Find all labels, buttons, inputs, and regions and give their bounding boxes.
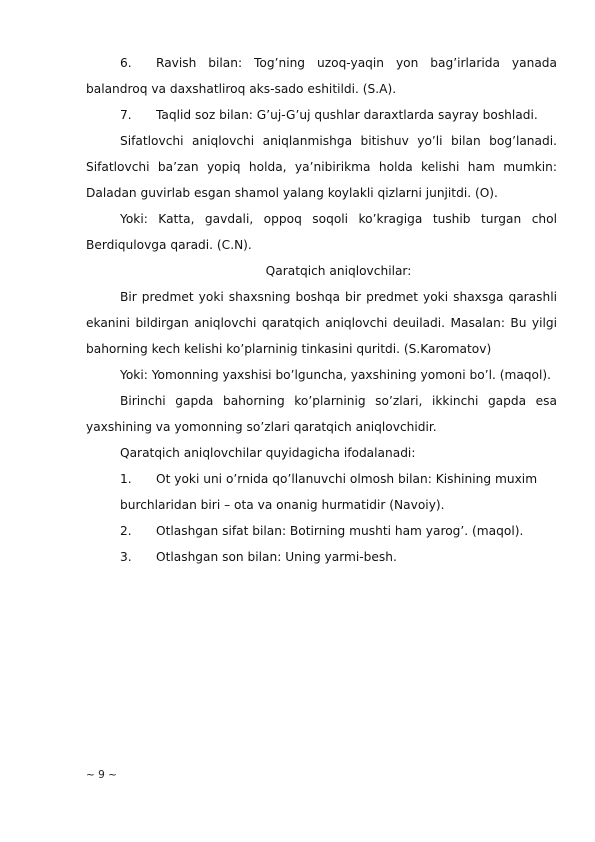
- section-heading: Qaratqich aniqlovchilar:: [265, 264, 412, 278]
- page-number: ~ 9 ~: [86, 769, 117, 781]
- item-7-number: 7.: [120, 108, 132, 122]
- list-item-1-continuation: burchlaridan biri – ota va onanig hurmatidir (Navoiy).: [120, 498, 445, 512]
- item-7-text: Taqlid soz bilan: G’uj-G’uj qushlar daraxtlarda sayray boshladi.: [156, 108, 538, 122]
- paragraph-ifoda: Qaratqich aniqlovchilar quyidagicha ifodalanadi:: [120, 446, 416, 460]
- paragraph-sifatlovchi: Sifatlovchi aniqlovchi aniqlanmishga bitishuv yo’li bilan bog’lanadi. Sifatlovchi ba’zan yopiq holda, ya’nibirikma holda kelishi ham mumkin: Daladan guvirlab esgan shamol yalang koylakli qizlarni junjitdi. (O).: [86, 134, 557, 200]
- list-item-2-text: Otlashgan sifat bilan: Botirning mushti ham yarog’. (maqol).: [156, 524, 524, 538]
- item-6: [86, 50, 557, 102]
- item-6-text: Ravish bilan: Tog’ning uzoq-yaqin yon bag’irlarida yanada balandroq va daxshatliroq aks-sado eshitildi. (S.A).: [86, 56, 557, 96]
- list-item-1-number: 1.: [120, 472, 132, 486]
- paragraph-birinchi: Birinchi gapda bahorning ko’plarninig so’zlari, ikkinchi gapda esa yaxshining va yomonning so’zlari qaratqich aniqlovchidir.: [86, 394, 557, 434]
- paragraph-bir-predmet: Bir predmet yoki shaxsning boshqa bir predmet yoki shaxsga qarashli ekanini bildirgan aniqlovchi qaratqich aniqlovchi deuiladi. Masalan: Bu yilgi bahorning kech kelishi ko’plarninig tinkasini quritdi. (S.Karomatov): [86, 290, 557, 356]
- list-item-1-text: Ot yoki uni o’rnida qo’llanuvchi olmosh bilan: Kishining muxim: [156, 472, 538, 486]
- list-item-3-text: Otlashgan son bilan: Uning yarmi-besh.: [156, 550, 397, 564]
- list-item-1: [86, 466, 557, 492]
- paragraph-yoki-2: Yoki: Yomonning yaxshisi bo’lguncha, yaxshining yomoni bo’l. (maqol).: [120, 368, 552, 382]
- list-item-2-number: 2.: [120, 524, 132, 538]
- list-item-2: [86, 518, 557, 544]
- document-page: [86, 50, 557, 570]
- list-item-3-number: 3.: [120, 550, 132, 564]
- paragraph-yoki-1: Yoki: Katta, gavdali, oppoq soqoli ko’kragiga tushib turgan chol Berdiqulovga qaradi. (C.N).: [86, 212, 557, 252]
- list-item-3: [86, 544, 557, 570]
- item-7: [86, 102, 557, 128]
- item-6-number: 6.: [120, 56, 132, 70]
